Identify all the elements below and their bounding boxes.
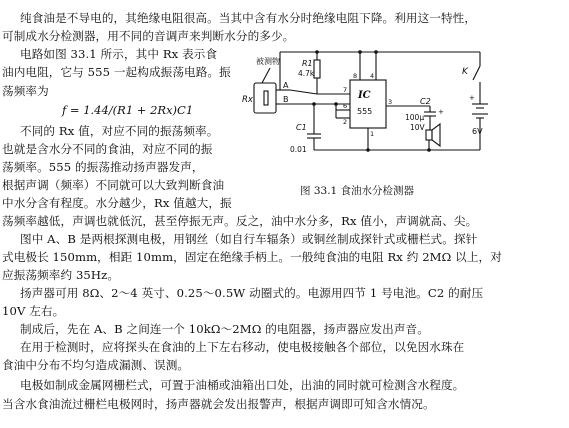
body-left-line-3: 荡频率。555 的振荡推动扬声器发声， xyxy=(2,160,204,174)
frequency-formula: f = 1.44/(R1 + 2Rx)C1 xyxy=(62,103,194,117)
circuit-desc-line-2: 油内电阻，它与 555 一起构成振荡电路。振 xyxy=(2,65,231,79)
terminal-b-label: B xyxy=(283,95,289,104)
body-left-line-4: 根据声调（频率）不同就可以大致判断食油 xyxy=(2,178,225,192)
switch-k-label: K xyxy=(462,67,468,77)
c2-value-2: 10V xyxy=(410,123,425,132)
body-line-7: 制成后，先在 A、B 之间连一个 10kΩ～2MΩ 的电阻器，扬声器应发出声音。 xyxy=(20,322,429,336)
junction-dot xyxy=(427,148,431,152)
body-line-9: 食油中分布不均匀造成漏测、误测。 xyxy=(2,358,190,372)
probe-box xyxy=(254,83,276,113)
intro-line-2: 可制成水分检测器，用不同的音调声来判断水分的多少。 xyxy=(2,29,295,43)
circuit-desc-line-3: 荡频率为 xyxy=(2,84,49,98)
body-line-4: 应振荡频率约 35Hz。 xyxy=(2,268,120,282)
circuit-desc-line-1: 电路如图 33.1 所示，其中 Rx 表示食 xyxy=(20,47,218,61)
r1-label: R1 xyxy=(302,59,313,68)
r1-resistor xyxy=(314,60,320,78)
pin-1-label: 1 xyxy=(370,130,375,138)
pin-2-label: 2 xyxy=(343,118,348,126)
speaker-cone xyxy=(432,124,440,146)
rx-label: Rx xyxy=(242,95,253,105)
c1-label: C1 xyxy=(296,123,307,132)
c2-value-1: 100μ xyxy=(405,113,425,122)
pin-8-label: 8 xyxy=(353,72,358,80)
pin-4-label: 4 xyxy=(370,72,375,80)
body-line-2: 图中 A、B 是两根探测电极，用钢丝（如自行车辐条）或铜丝制成探针式或栅栏式。探针 xyxy=(20,232,478,246)
figure-caption: 图 33.1 食油水分检测器 xyxy=(300,185,415,197)
ic-label: IC xyxy=(358,90,371,101)
junction-dot xyxy=(334,102,338,106)
body-line-6: 10V 左右。 xyxy=(2,304,65,318)
body-line-3: 式电极长 150mm，相距 10mm，固定在绝缘手柄上。一般纯食油的电阻 Rx 约 2MΩ 以上，对 xyxy=(2,250,502,264)
speaker-body xyxy=(426,130,432,140)
ic-555-box xyxy=(350,80,386,128)
body-line-8: 在用于检测时，应将探头在食油的上下左右移动，使电极接触各个部位，以免因水珠在 xyxy=(20,340,465,354)
intro-line-1: 纯食油是不导电的，其绝缘电阻很高。当其中含有水分时绝缘电阻下降。利用这一特性， xyxy=(20,11,477,25)
pin-7-label: 7 xyxy=(343,86,348,94)
junction-dot xyxy=(315,50,319,54)
terminal-a-label: A xyxy=(283,81,289,90)
c2-plus-sign: + xyxy=(438,108,444,116)
probe-label: 被测物 xyxy=(256,57,280,66)
pin-3-label: 3 xyxy=(388,98,393,106)
probe-pointer-line xyxy=(262,68,270,83)
circuit-diagram xyxy=(240,38,495,160)
battery-plus-sign: + xyxy=(469,94,475,102)
body-line-5: 扬声器可用 8Ω、2～4 英寸、0.25～0.5W 动圈式的。电源用四节 1 号电池。C2 的耐压 xyxy=(20,286,484,300)
junction-dot xyxy=(312,102,316,106)
switch-k-blade xyxy=(473,66,480,80)
junction-dot xyxy=(366,148,370,152)
body-left-line-2: 也就是含水分不同的食油，对应不同的振 xyxy=(2,142,213,156)
body-line-11: 当含水食油流过栅栏电极网时，扬声器就会发出报警声，根据声调即可知含水情况。 xyxy=(2,397,435,411)
rx-resistor xyxy=(264,91,268,105)
c1-value: 0.01 xyxy=(290,145,307,154)
pin-6-label: 6 xyxy=(343,102,348,110)
body-line-1: 荡频率越低，声调也就低沉，甚至停振无声。反之，油中水分多，Rx 值小，声调就高、尖。 xyxy=(2,214,478,228)
body-left-line-5: 中水分含有程度。水分越少，Rx 值越大，振 xyxy=(2,196,232,210)
a-to-pin7-wire xyxy=(290,90,317,94)
ic-number: 555 xyxy=(357,107,373,116)
junction-dot xyxy=(358,50,362,54)
body-line-10: 电极如制成金属网栅栏式，可置于油桶或油箱出口处，出油的同时就可检测含水程度。 xyxy=(20,378,465,392)
body-left-line-1: 不同的 Rx 值，对应不同的振荡频率。 xyxy=(20,124,219,138)
r1-value: 4.7k xyxy=(298,69,315,78)
junction-dot xyxy=(374,50,378,54)
c2-label: C2 xyxy=(420,97,431,106)
battery-value: 6V xyxy=(472,127,483,136)
